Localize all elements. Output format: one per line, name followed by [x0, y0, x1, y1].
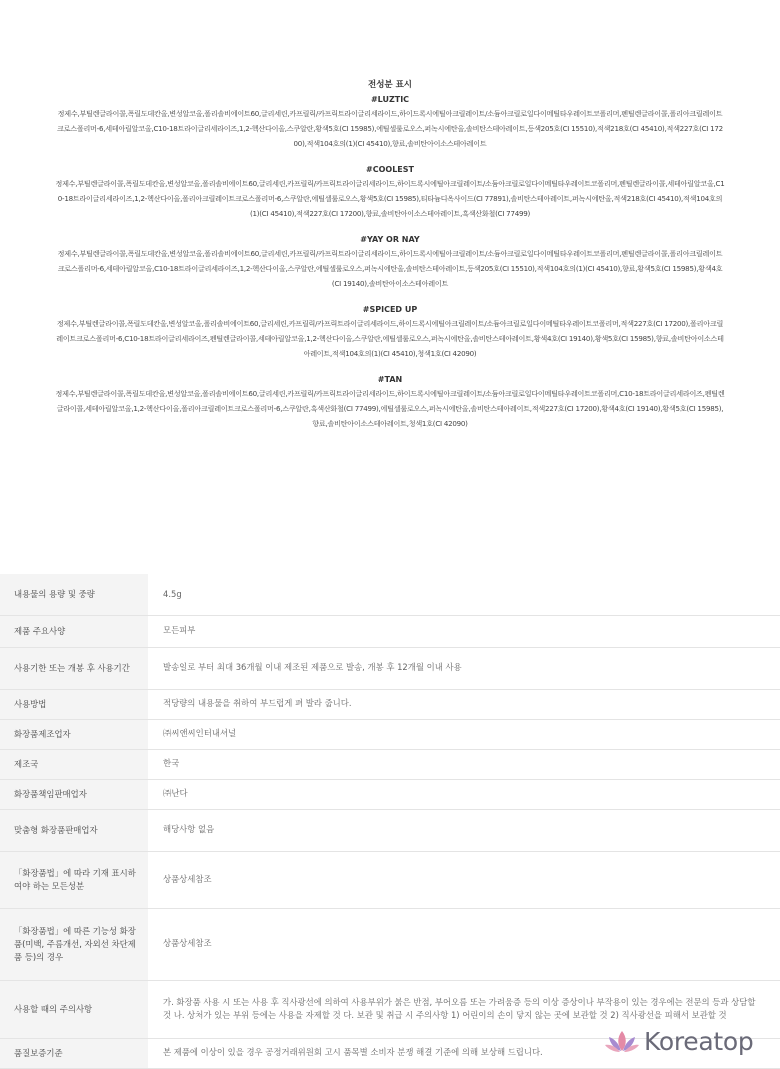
table-row: [0, 851, 780, 908]
table-row: [0, 719, 780, 749]
shade-ingredients: 정제수,부틸렌글라이콜,폭릴도데칸올,변성알코올,폴리솔비에이트60,글리세린,카프릴릭/카프릭트라이글리세라이드,하이드록시에틸아크릴레이트/소듐아크릴로일다이메틸타우레이트코폴리머,펜틸렌글라이콜,세테아릴알코올,C10-18트라이글리세라이즈,1,2-헥산다이올,폴리아크릴레이트크로스폴리머-6,스쿠알란,에틸셀룰로오스,황색5호(CI 15985),티타늄디옥사이드(CI 77891),솔비탄스테아레이트,퍼녹시에탄올,적색218호(CI 45410),적색104호의(1)(CI 45410),적색227호(CI 17200),향료,솔비탄아이소스테아레이트,흑색산화철(CI 77499): [55, 179, 725, 218]
row-label: 품질보증기준: [0, 1038, 148, 1068]
row-label: 「화장품법」에 따라 기재 표시하여야 하는 모든성분: [0, 851, 148, 908]
shade-block: [55, 164, 725, 221]
table-row: [0, 908, 780, 980]
shade-ingredients: 정제수,부틸렌글라이콜,폭릴도데칸올,변성알코올,폴리솔비에이트60,글리세린,카프릴릭/카프릭트라이글리세라이드,하이드록시에틸아크릴레이트/소듐아크릴로일다이메틸타우레이트코폴리머,C10-18트라이글리세라이즈,펜틸렌글라이콜,세테아릴알코올,1,2-헥산다이올,폴리아크릴레이트크로스폴리머-6,스쿠알란,흑색산화철(CI 77499),에틸셀룰로오스,퍼녹시에탄올,솔비탄스테아레이트,적색227호(CI 17200),황색4호(CI 19140),황색5호(CI 15985),향료,솔비탄아이소스테아레이트,청색1호(CI 42090): [55, 389, 725, 428]
row-value: 상품상세참조: [148, 908, 780, 980]
row-value: 해당사항 없음: [148, 809, 780, 851]
shade-block: [55, 304, 725, 361]
shade-block: [55, 234, 725, 291]
product-info-table: [0, 574, 780, 1069]
shade-name: #COOLEST: [366, 165, 414, 174]
row-label: 화장품제조업자: [0, 719, 148, 749]
row-value: 적당량의 내용물을 취하여 부드럽게 펴 발라 줍니다.: [148, 689, 780, 719]
row-value: 본 제품에 이상이 있을 경우 공정거래위원회 고시 품목별 소비자 분쟁 해결 기준에 의해 보상해 드립니다.: [148, 1038, 780, 1068]
shade-block: [55, 94, 725, 151]
row-label: 제조국: [0, 749, 148, 779]
watermark-text: Koreatop: [644, 1027, 754, 1056]
shade-name: #SPICED UP: [362, 305, 418, 314]
row-label: 제품 주요사양: [0, 615, 148, 647]
table-row: [0, 779, 780, 809]
row-value: ㈜씨앤씨인터내셔널: [148, 719, 780, 749]
row-value: 한국: [148, 749, 780, 779]
shade-name: #TAN: [377, 375, 403, 384]
shade-ingredients: 정제수,부틸렌글라이콜,폭릴도데칸올,변성알코올,폴리솔비에이트60,글리세린,카프릴릭/카프릭트라이글리세라이드,하이드록시에틸아크릴레이트/소듐아크릴로일다이메틸타우레이트코폴리머,적색227호(CI 17200),폴리아크릴레이트크로스폴리머-6,C10-18트라이글리세라이즈,펜틸렌글라이콜,세테아릴알코올,1,2-헥산다이올,스쿠알란,에틸셀룰로오스,퍼녹시에탄올,솔비탄스테아레이트,황색4호(CI 19140),황색5호(CI 15985),향료,솔비탄아이소스테아레이트,적색104호의(1)(CI 45410),청색1호(CI 42090): [56, 319, 724, 358]
row-value: 상품상세참조: [148, 851, 780, 908]
table-row: [0, 574, 780, 615]
lotus-logo-icon: [604, 1029, 640, 1055]
row-value: 발송일로 부터 최대 36개월 이내 제조된 제품으로 발송, 개봉 후 12개월 이내 사용: [148, 647, 780, 689]
row-value: 4.5g: [148, 574, 780, 615]
row-label: 사용방법: [0, 689, 148, 719]
row-label: 「화장품법」에 따른 기능성 화장품(미백, 주름개선, 자외선 차단제품 등)의 경우: [0, 908, 148, 980]
row-label: 사용기한 또는 개봉 후 사용기간: [0, 647, 148, 689]
row-value: 모든피부: [148, 615, 780, 647]
shade-ingredients: 정제수,부틸렌글라이콜,폭릴도데칸올,변성알코올,폴리솔비에이트60,글리세린,카프릴릭/카프릭트라이글리세라이드,하이드록시에틸아크릴레이트/소듐아크릴로일다이메틸타우레이트코폴리머,펜틸렌글라이콜,폴리아크릴레이트크로스폴리머-6,세테아릴알코올,C10-18트라이글리세라이즈,1,2-헥산다이올,스쿠알란,에틸셀룰로오스,퍼녹시에탄올,솔비탄스테아레이트,등색205호(CI 15510),적색104호의(1)(CI 45410),향료,황색5호(CI 15985),황색4호(CI 19140),솔비탄아이소스테아레이트: [57, 249, 723, 288]
table-row: [0, 749, 780, 779]
shade-name: #LUZTIC: [370, 95, 410, 104]
table-row: [0, 647, 780, 689]
shade-block: [55, 374, 725, 431]
ingredients-title: 전성분 표시: [367, 80, 412, 90]
table-row: [0, 809, 780, 851]
row-value: ㈜난다: [148, 779, 780, 809]
row-label: 맞춤형 화장품판매업자: [0, 809, 148, 851]
shade-name: #YAY OR NAY: [360, 235, 420, 244]
koreatop-watermark: [604, 1027, 753, 1056]
table-row: [0, 615, 780, 647]
row-value: 가. 화장품 사용 시 또는 사용 후 직사광선에 의하여 사용부위가 붉은 반점, 부어오름 또는 가려움증 등의 이상 증상이나 부작용이 있는 경우에는 전문의 등과 상담할 것 나. 상처가 있는 부위 등에는 사용을 자제할 것 다. 보관 및 취급 시 주의사항 1) 어린이의 손이 닿지 않는 곳에 보관할 것 2) 직사광선을 피해서 보관할 것: [148, 980, 780, 1038]
ingredients-section: [55, 78, 725, 444]
row-label: 사용할 때의 주의사항: [0, 980, 148, 1038]
table-row: [0, 689, 780, 719]
row-label: 화장품책임판매업자: [0, 779, 148, 809]
row-label: 내용물의 용량 및 중량: [0, 574, 148, 615]
shade-ingredients: 정제수,부틸렌글라이콜,폭릴도데칸올,변성알코올,폴리솔비에이트60,글리세린,카프릴릭/카프릭트라이글리세라이드,하이드록시에틸아크릴레이트/소듐아크릴로일다이메틸타우레이트코폴리머,펜틸렌글라이콜,폴리아크릴레이트크로스폴리머-6,세테아릴알코올,C10-18트라이글리세라이즈,1,2-헥산다이올,스쿠알란,황색5호(CI 15985),에틸셀룰로오스,퍼녹시에탄올,솔비탄스테아레이트,등색205호(CI 15510),적색218호(CI 45410),적색227호(CI 17200),적색104호의(1)(CI 45410),향료,솔비탄아이소스테아레이트: [57, 109, 723, 148]
